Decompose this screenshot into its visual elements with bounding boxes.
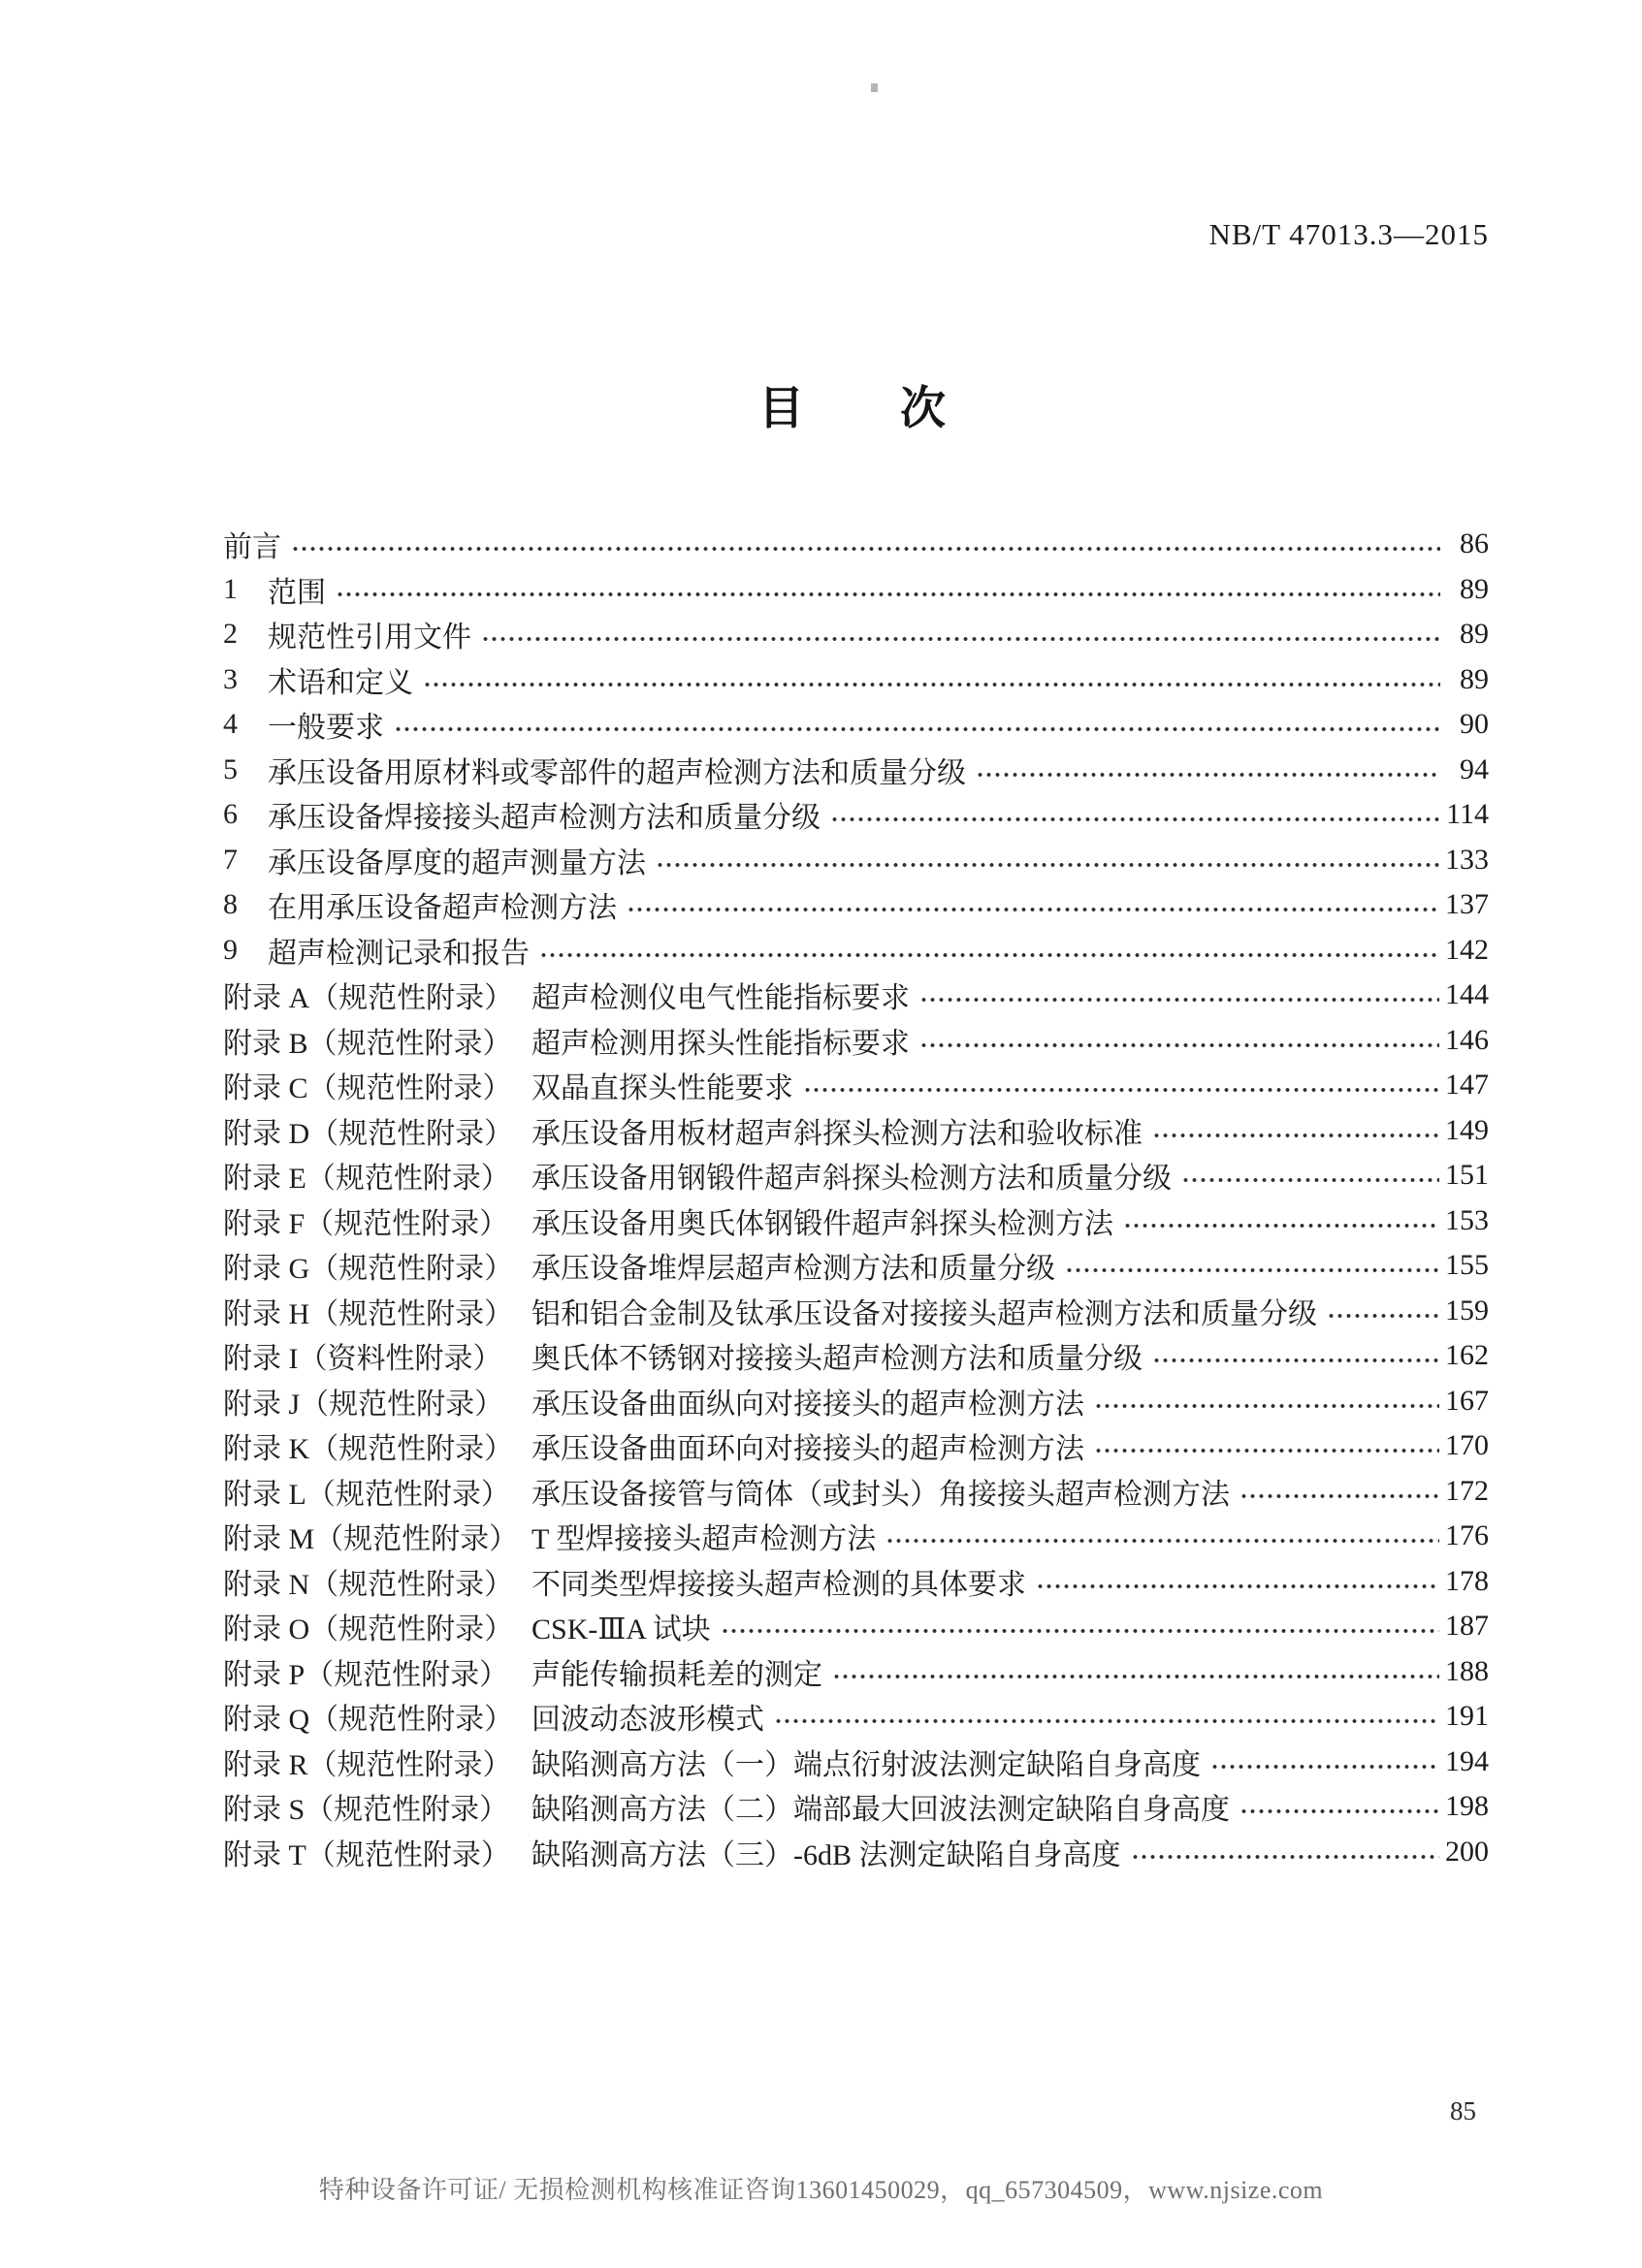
toc-entry	[223, 838, 1489, 883]
entry-number: 8	[223, 888, 238, 921]
entry-title: 承压设备曲面环向对接接头的超声检测方法	[531, 1433, 1084, 1466]
folio-page-number: 85	[1450, 2096, 1476, 2125]
dotted-leader	[830, 813, 1440, 826]
entry-page-number: 200	[1445, 1835, 1489, 1868]
entry-page-number: 194	[1445, 1744, 1489, 1777]
entry-number: 9	[223, 933, 238, 966]
toc-entry	[223, 1559, 1489, 1605]
toc-entry	[223, 1694, 1489, 1740]
toc-entry	[223, 1649, 1489, 1695]
dotted-leader	[1152, 1129, 1439, 1142]
dotted-leader	[539, 948, 1439, 962]
entry-page-number: 187	[1445, 1610, 1489, 1643]
entry-appendix-label: 附录 R（规范性附录）	[223, 1748, 512, 1781]
entry-number: 4	[223, 708, 238, 741]
entry-title: 不同类型焊接接头超声检测的具体要求	[531, 1568, 1026, 1601]
entry-page-number: 89	[1460, 572, 1489, 605]
dotted-leader	[919, 1038, 1439, 1052]
entry-page-number: 149	[1445, 1113, 1489, 1146]
entry-title: T 型焊接接头超声检测方法	[531, 1523, 877, 1556]
entry-number: 6	[223, 798, 238, 831]
entry-title: 回波动态波形模式	[531, 1704, 764, 1737]
toc-entry	[223, 748, 1489, 793]
toc-entry	[223, 522, 1489, 567]
toc-entry	[223, 1469, 1489, 1515]
entry-number: 1	[223, 572, 238, 605]
entry-title: 在用承压设备超声检测方法	[268, 892, 617, 925]
entry-title: 超声检测记录和报告	[268, 937, 530, 970]
dotted-leader	[1327, 1309, 1439, 1323]
dotted-leader	[1123, 1219, 1439, 1232]
toc-list	[223, 522, 1489, 1874]
entry-appendix-label: 附录 L（规范性附录）	[223, 1478, 510, 1511]
entry-appendix-label: 附录 F（规范性附录）	[223, 1207, 509, 1240]
dotted-leader	[885, 1534, 1439, 1548]
entry-page-number: 167	[1445, 1384, 1489, 1417]
toc-entry	[223, 612, 1489, 657]
entry-page-number: 191	[1445, 1700, 1489, 1733]
dotted-leader	[1152, 1354, 1439, 1367]
toc-entry	[223, 1333, 1489, 1379]
dotted-leader	[336, 588, 1440, 601]
toc-entry	[223, 1198, 1489, 1244]
entry-title: 双晶直探头性能要求	[531, 1072, 793, 1105]
entry-page-number: 90	[1460, 708, 1489, 741]
toc-entry	[223, 567, 1489, 613]
entry-title: 承压设备用原材料或零部件的超声检测方法和质量分级	[268, 756, 966, 789]
dotted-leader	[1210, 1760, 1439, 1773]
entry-title: CSK-ⅢA 试块	[531, 1613, 711, 1646]
entry-page-number: 172	[1445, 1474, 1489, 1507]
entry-appendix-label: 附录 B（规范性附录）	[223, 1027, 512, 1060]
dotted-leader	[1240, 1489, 1439, 1503]
entry-title: 承压设备厚度的超声测量方法	[268, 847, 646, 879]
entry-appendix-label: 附录 H（规范性附录）	[223, 1297, 514, 1330]
dotted-leader	[803, 1083, 1439, 1097]
entry-page-number: 94	[1460, 752, 1489, 785]
toc-entry	[223, 1153, 1489, 1198]
entry-appendix-label: 附录 A（规范性附录）	[223, 982, 514, 1015]
entry-title: 承压设备用奥氏体钢锻件超声斜探头检测方法	[531, 1207, 1113, 1240]
toc-entry	[223, 1740, 1489, 1785]
entry-appendix-label: 附录 G（规范性附录）	[223, 1253, 514, 1286]
dotted-leader	[627, 903, 1439, 916]
entry-page-number: 133	[1445, 843, 1489, 876]
dotted-leader	[423, 678, 1440, 691]
toc-entry	[223, 1514, 1489, 1559]
footer-watermark: 特种设备许可证/ 无损检测机构核准证咨询13601450029，qq_657304509，www.njsize.com	[318, 2176, 1324, 2204]
entry-page-number: 188	[1445, 1654, 1489, 1687]
entry-appendix-label: 附录 T（规范性附录）	[223, 1838, 510, 1871]
entry-appendix-label: 附录 K（规范性附录）	[223, 1433, 514, 1466]
entry-title: 范围	[268, 576, 326, 609]
entry-number: 5	[223, 752, 238, 785]
toc-entry	[223, 882, 1489, 928]
entry-number: 7	[223, 843, 238, 876]
entry-page-number: 176	[1445, 1519, 1489, 1552]
entry-page-number: 137	[1445, 888, 1489, 921]
standard-code: NB/T 47013.3—2015	[1208, 217, 1489, 251]
toc-entry	[223, 928, 1489, 974]
toc-entry	[223, 792, 1489, 838]
dotted-leader	[721, 1624, 1439, 1638]
dotted-leader	[1065, 1263, 1439, 1277]
dotted-leader	[919, 993, 1439, 1006]
toc-entry	[223, 1108, 1489, 1154]
toc-entry	[223, 702, 1489, 748]
toc-entry	[223, 1018, 1489, 1064]
entry-title: 声能传输损耗差的测定	[531, 1658, 822, 1691]
dotted-leader	[656, 858, 1439, 872]
entry-appendix-label: 附录 O（规范性附录）	[223, 1613, 514, 1646]
entry-page-number: 114	[1446, 798, 1489, 831]
entry-page-number: 162	[1445, 1339, 1489, 1372]
toc-entry	[223, 1289, 1489, 1334]
entry-title: 前言	[223, 531, 281, 564]
entry-appendix-label: 附录 N（规范性附录）	[223, 1568, 514, 1601]
entry-page-number: 142	[1445, 933, 1489, 966]
dotted-leader	[832, 1670, 1439, 1683]
dotted-leader	[1094, 1444, 1439, 1457]
toc-entry	[223, 1379, 1489, 1424]
toc-entry	[223, 1604, 1489, 1649]
toc-entry	[223, 1243, 1489, 1289]
entry-appendix-label: 附录 M（规范性附录）	[223, 1523, 519, 1556]
entry-page-number: 155	[1445, 1249, 1489, 1282]
entry-appendix-label: 附录 P（规范性附录）	[223, 1658, 509, 1691]
entry-title: 承压设备曲面纵向对接接头的超声检测方法	[531, 1388, 1084, 1421]
scan-artifact	[871, 83, 878, 92]
entry-title: 一般要求	[268, 712, 384, 745]
entry-title: 术语和定义	[268, 666, 413, 699]
dotted-leader	[291, 542, 1440, 556]
entry-title: 缺陷测高方法（三）-6dB 法测定缺陷自身高度	[531, 1838, 1121, 1871]
toc-entry	[223, 657, 1489, 703]
dotted-leader	[774, 1714, 1439, 1728]
entry-number: 2	[223, 618, 238, 651]
dotted-leader	[1181, 1173, 1439, 1187]
entry-page-number: 89	[1460, 618, 1489, 651]
entry-page-number: 151	[1445, 1159, 1489, 1192]
entry-title: 承压设备焊接接头超声检测方法和质量分级	[268, 802, 821, 835]
entry-page-number: 170	[1445, 1429, 1489, 1462]
entry-title: 承压设备用钢锻件超声斜探头检测方法和质量分级	[531, 1163, 1172, 1196]
toc-entry	[223, 973, 1489, 1018]
entry-page-number: 178	[1445, 1564, 1489, 1597]
entry-appendix-label: 附录 E（规范性附录）	[223, 1163, 510, 1196]
entry-title: 缺陷测高方法（二）端部最大回波法测定缺陷自身高度	[531, 1794, 1230, 1827]
entry-appendix-label: 附录 C（规范性附录）	[223, 1072, 512, 1105]
entry-title: 规范性引用文件	[268, 622, 471, 655]
toc-entry	[223, 1830, 1489, 1875]
entry-title: 铝和铝合金制及钛承压设备对接接头超声检测方法和质量分级	[531, 1297, 1317, 1330]
entry-page-number: 159	[1445, 1294, 1489, 1326]
entry-title: 缺陷测高方法（一）端点衍射波法测定缺陷自身高度	[531, 1748, 1201, 1781]
entry-title: 承压设备用板材超声斜探头检测方法和验收标准	[531, 1117, 1143, 1150]
entry-title: 超声检测仪电气性能指标要求	[531, 982, 910, 1015]
page-title: 目 次	[758, 384, 971, 434]
entry-page-number: 147	[1445, 1069, 1489, 1102]
entry-appendix-label: 附录 S（规范性附录）	[223, 1794, 509, 1827]
dotted-leader	[1094, 1399, 1439, 1413]
toc-entry	[223, 1063, 1489, 1108]
dotted-leader	[976, 768, 1440, 782]
dotted-leader	[1131, 1850, 1440, 1864]
toc-entry	[223, 1784, 1489, 1830]
entry-appendix-label: 附录 Q（规范性附录）	[223, 1704, 514, 1737]
entry-appendix-label: 附录 I（资料性附录）	[223, 1343, 502, 1376]
dotted-leader	[481, 632, 1440, 646]
entry-title: 奥氏体不锈钢对接接头超声检测方法和质量分级	[531, 1343, 1143, 1376]
entry-page-number: 89	[1460, 662, 1489, 695]
entry-title: 承压设备堆焊层超声检测方法和质量分级	[531, 1253, 1055, 1286]
dotted-leader	[1240, 1805, 1439, 1818]
entry-appendix-label: 附录 D（规范性附录）	[223, 1117, 514, 1150]
entry-number: 3	[223, 662, 238, 695]
entry-page-number: 146	[1445, 1023, 1489, 1056]
entry-title: 承压设备接管与筒体（或封头）角接接头超声检测方法	[531, 1478, 1230, 1511]
entry-page-number: 153	[1445, 1203, 1489, 1236]
entry-title: 超声检测用探头性能指标要求	[531, 1027, 910, 1060]
entry-page-number: 198	[1445, 1790, 1489, 1823]
dotted-leader	[394, 722, 1440, 736]
toc-entry	[223, 1423, 1489, 1469]
entry-appendix-label: 附录 J（规范性附录）	[223, 1388, 504, 1421]
dotted-leader	[1036, 1580, 1439, 1593]
entry-page-number: 86	[1460, 527, 1489, 560]
entry-page-number: 144	[1445, 978, 1489, 1011]
